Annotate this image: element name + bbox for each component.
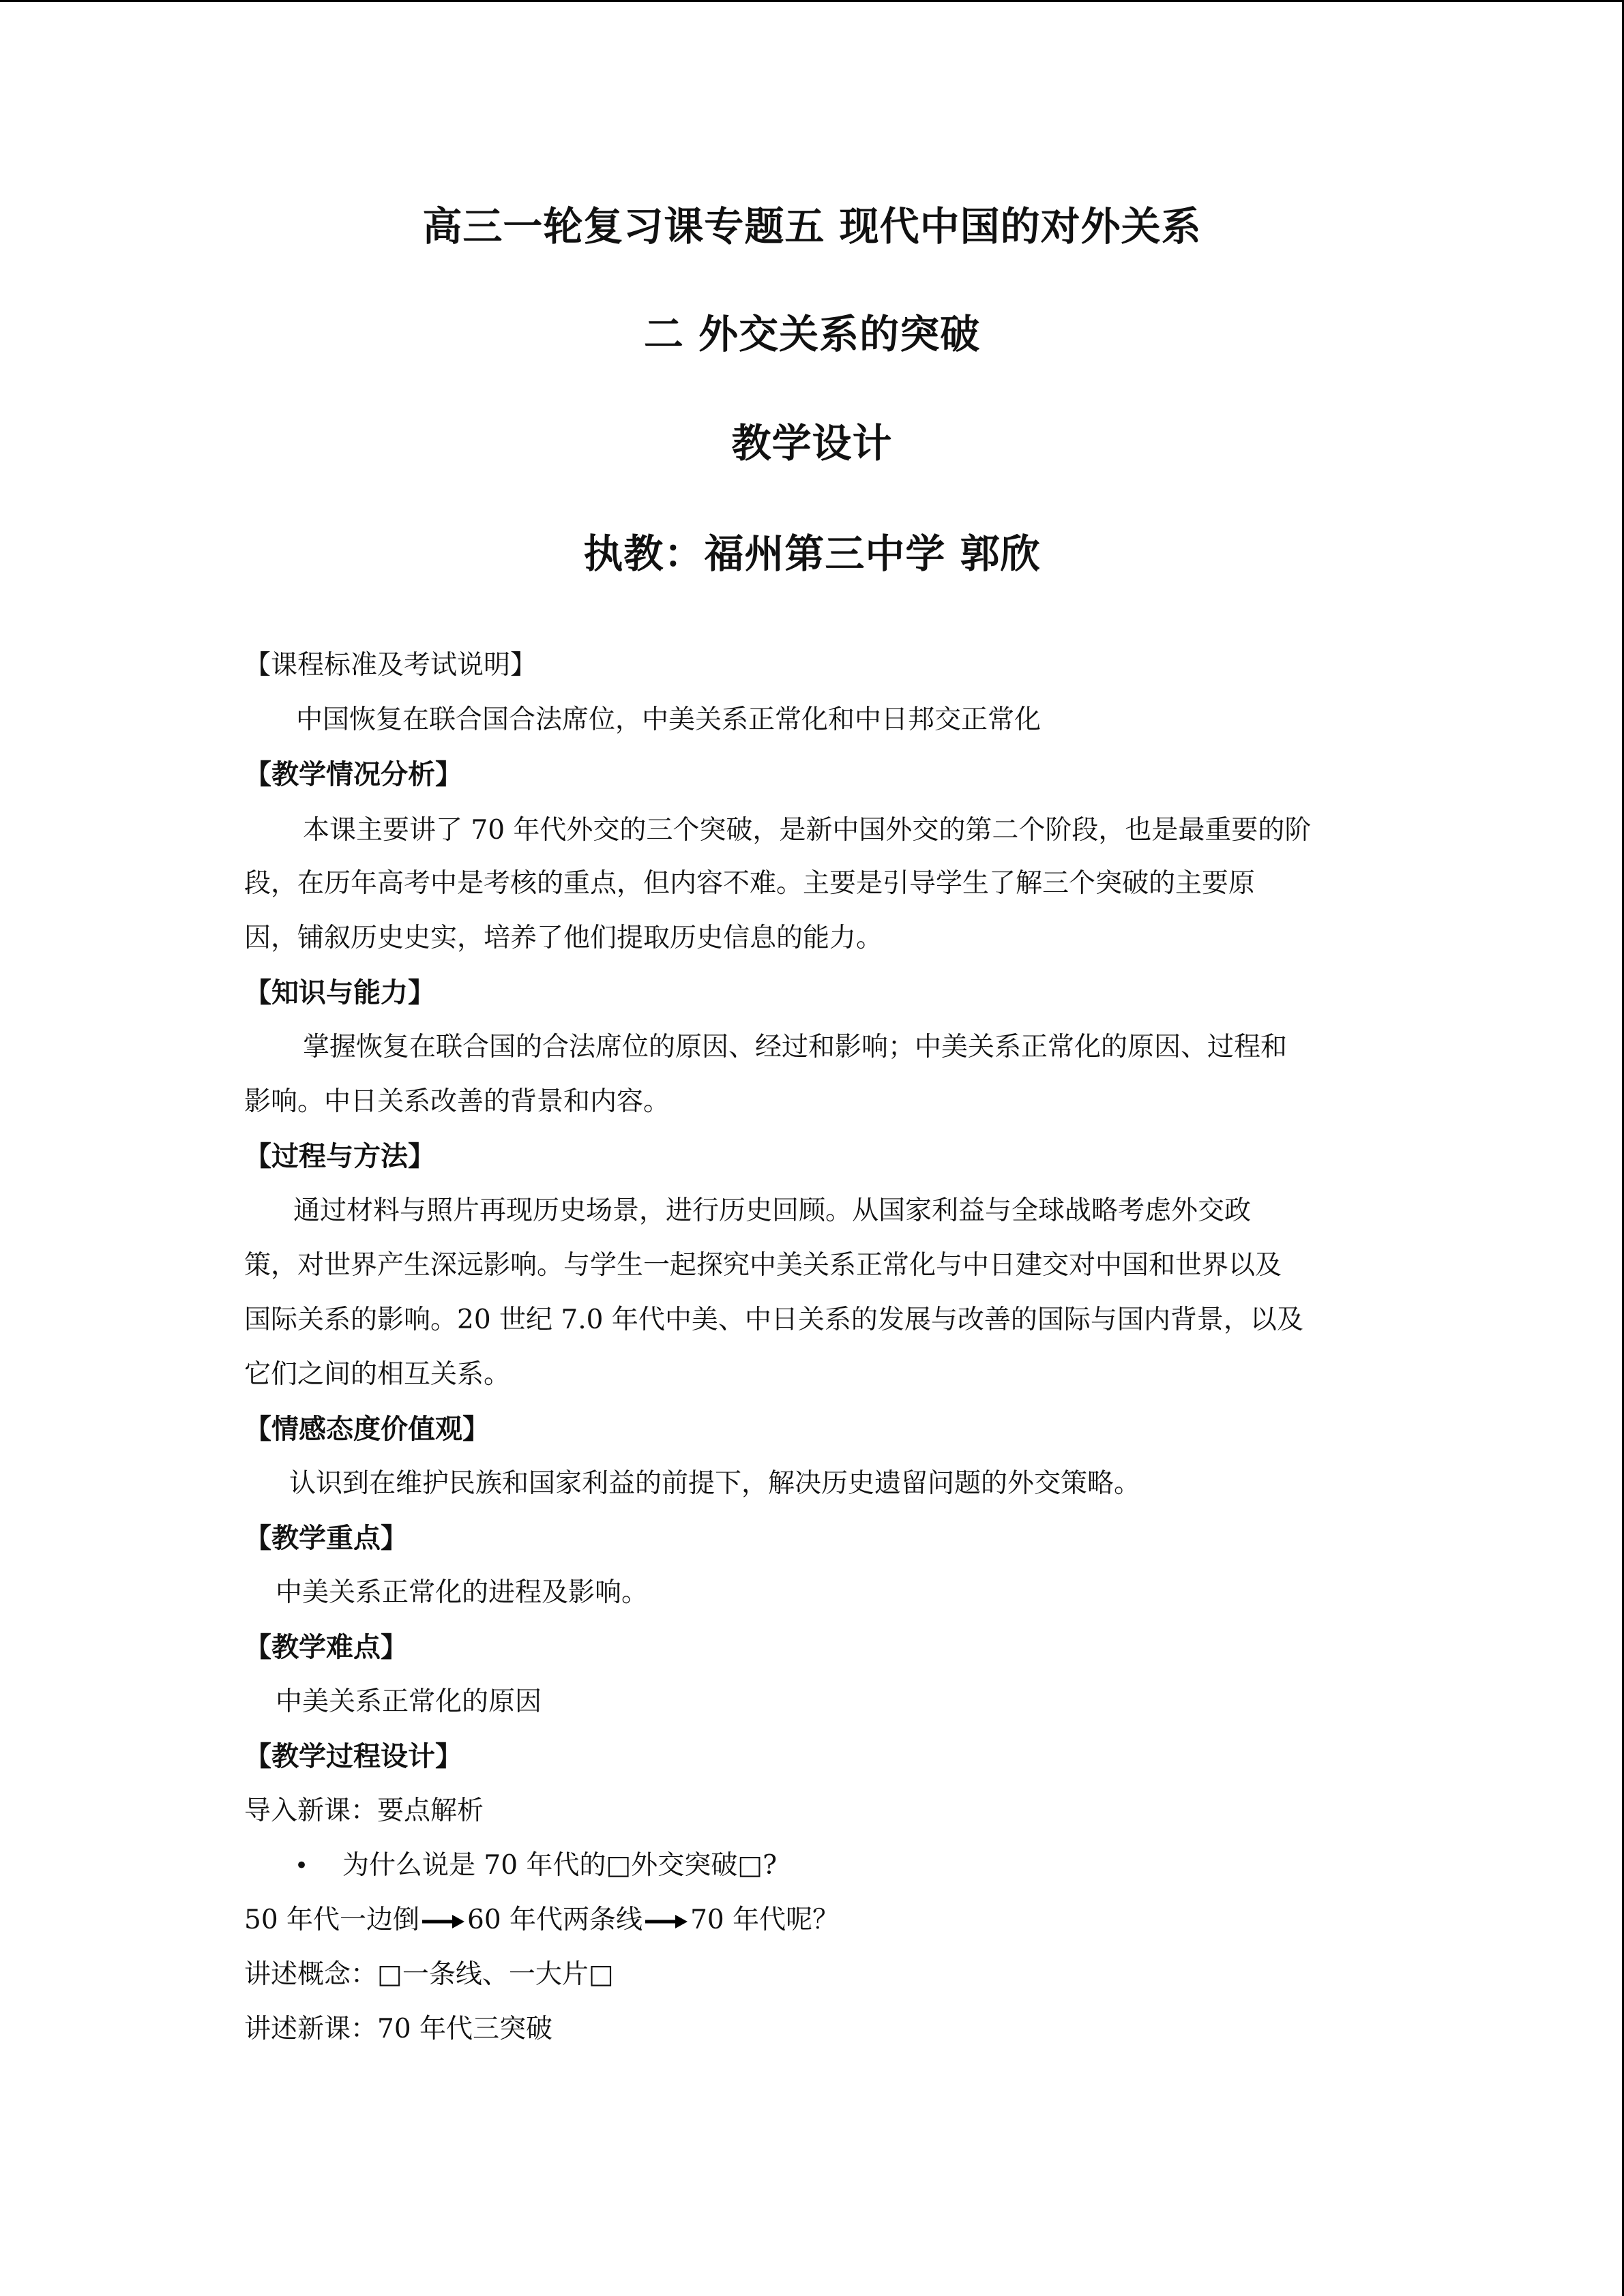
- key-point-body: 中美关系正常化的进程及影响。: [276, 1577, 649, 1608]
- process-heading: 【过程与方法】: [244, 1141, 435, 1172]
- bullet-dot: •: [295, 1852, 309, 1879]
- design-heading: 【教学过程设计】: [244, 1741, 462, 1772]
- document-subtitle: 二 外交关系的突破: [643, 311, 981, 357]
- document-type: 教学设计: [731, 420, 893, 466]
- timeline-part-3: 70 年代呢？: [690, 1905, 840, 1935]
- process-line-1: 通过材料与照片再现历史场景，进行历史回顾。从国家利益与全球战略考虑外交政: [293, 1195, 1252, 1226]
- analysis-line-1: 本课主要讲了 70 年代外交的三个突破，是新中国外交的第二个阶段，也是最重要的阶: [303, 815, 1312, 846]
- design-new-lesson: 讲述新课：70 年代三突破: [244, 2014, 553, 2044]
- design-bullet: 为什么说是 70 年代的□外交突破□?: [342, 1850, 778, 1881]
- knowledge-line-1: 掌握恢复在联合国的合法席位的原因、经过和影响；中美关系正常化的原因、过程和: [303, 1032, 1288, 1062]
- timeline-part-1: 50 年代一边倒: [244, 1905, 420, 1935]
- process-line-2: 策，对世界产生深远影响。与学生一起探究中美关系正常化与中日建交对中国和世界以及: [244, 1250, 1282, 1281]
- design-intro: 导入新课：要点解析: [244, 1795, 484, 1826]
- timeline-line: [244, 1900, 839, 1941]
- curriculum-heading: 【课程标准及考试说明】: [244, 650, 537, 681]
- process-line-3: 国际关系的影响。20 世纪 7.0 年代中美、中日关系的发展与改善的国际与国内背景，以及: [244, 1304, 1303, 1335]
- document-title: 高三一轮复习课专题五 现代中国的对外关系: [422, 203, 1202, 250]
- design-concept: 讲述概念：□一条线、一大片□: [244, 1959, 614, 1990]
- right-arrow-icon: [644, 1911, 689, 1932]
- teacher-line: 执教：福州第三中学 郭欣: [583, 531, 1041, 577]
- knowledge-line-2: 影响。中日关系改善的背景和内容。: [244, 1086, 670, 1117]
- analysis-line-3: 因，铺叙历史史实，培养了他们提取历史信息的能力。: [244, 923, 883, 953]
- analysis-heading: 【教学情况分析】: [244, 759, 462, 790]
- timeline-part-2: 60 年代两条线: [467, 1905, 643, 1935]
- analysis-line-2: 段，在历年高考中是考核的重点，但内容不难。主要是引导学生了解三个突破的主要原: [244, 868, 1256, 899]
- values-heading: 【情感态度价值观】: [244, 1414, 490, 1445]
- values-body: 认识到在维护民族和国家利益的前提下，解决历史遗留问题的外交策略。: [289, 1468, 1141, 1499]
- page-top-border: [0, 0, 1624, 2]
- key-point-heading: 【教学重点】: [244, 1523, 408, 1554]
- difficulty-heading: 【教学难点】: [244, 1632, 408, 1663]
- curriculum-body: 中国恢复在联合国合法席位，中美关系正常化和中日邦交正常化: [296, 704, 1042, 735]
- difficulty-body: 中美关系正常化的原因: [276, 1686, 542, 1717]
- process-line-4: 它们之间的相互关系。: [244, 1359, 511, 1390]
- knowledge-heading: 【知识与能力】: [244, 977, 435, 1009]
- right-arrow-icon: [421, 1911, 466, 1932]
